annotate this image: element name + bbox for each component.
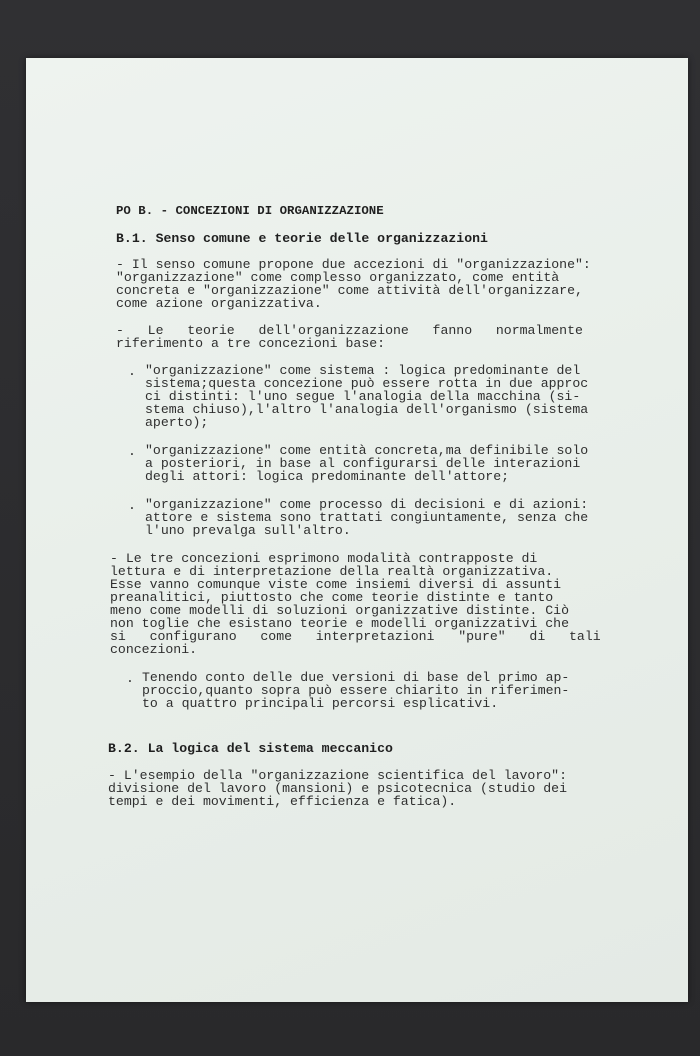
text-line: concezioni.	[110, 642, 198, 657]
text-line: "organizzazione" come complesso organizzato, come entità	[116, 270, 560, 285]
section-b1-heading: B.1. Senso comune e teorie delle organizzazioni	[116, 231, 488, 246]
text-line: sistema;questa concezione può essere rotta in due approc	[145, 376, 589, 391]
bullet-item-concrete-entity	[145, 444, 588, 483]
text-line: to a quattro principali percorsi esplicativi.	[142, 696, 499, 711]
text-line: - Le tre concezioni esprimono modalità contrapposte di	[110, 551, 538, 566]
text-line: Tenendo conto delle due versioni di base del primo ap-	[142, 670, 570, 685]
section-b1-paragraph-4	[142, 671, 569, 710]
text-line: l'uno prevalga sull'altro.	[145, 523, 351, 538]
bullet-item-process	[145, 498, 588, 537]
text-line: proccio,quanto sopra può essere chiarito in riferimen-	[142, 683, 570, 698]
text-line: - Il senso comune propone due accezioni di "organizzazione":	[116, 257, 591, 272]
bullet-item-system	[145, 364, 588, 429]
bullet-marker: .	[126, 671, 134, 686]
text-line: degli attori: logica predominante dell'attore;	[145, 469, 510, 484]
text-line: preanalitici, piuttosto che come teorie distinte e tanto	[110, 590, 554, 605]
text-line: si configurano come interpretazioni "pure" di tali	[110, 629, 601, 644]
section-b2-paragraph-1	[108, 769, 567, 808]
text-line: ci distinti: l'uno segue l'analogia della macchina (si-	[145, 389, 581, 404]
text-line: "organizzazione" come processo di decisioni e di azioni:	[145, 497, 589, 512]
text-line: attore e sistema sono trattati congiuntamente, senza che	[145, 510, 589, 525]
section-b1-paragraph-3	[110, 552, 601, 656]
text-line: stema chiuso),l'altro l'analogia dell'organismo (sistema	[145, 402, 589, 417]
text-line: aperto);	[145, 415, 209, 430]
section-b2-heading: B.2. La logica del sistema meccanico	[108, 741, 393, 756]
text-line: "organizzazione" come entità concreta,ma definibile solo	[145, 443, 589, 458]
bullet-marker: .	[128, 444, 136, 459]
text-line: a posteriori, in base al configurarsi delle interazioni	[145, 456, 581, 471]
text-line: concreta e "organizzazione" come attività dell'organizzare,	[116, 283, 583, 298]
text-line: non toglie che esistano teorie e modelli organizzativi che	[110, 616, 569, 631]
text-line: - Le teorie dell'organizzazione fanno normalmente	[116, 323, 583, 338]
section-b1-paragraph-2	[116, 324, 583, 350]
text-line: - L'esempio della "organizzazione scientifica del lavoro":	[108, 768, 567, 783]
text-line: riferimento a tre concezioni base:	[116, 336, 386, 351]
text-line: come azione organizzativa.	[116, 296, 322, 311]
text-line: Esse vanno comunque viste come insiemi diversi di assunti	[110, 577, 562, 592]
section-b1-paragraph-1	[116, 258, 591, 310]
text-line: divisione del lavoro (mansioni) e psicotecnica (studio dei	[108, 781, 567, 796]
text-line: tempi e dei movimenti, efficienza e fatica).	[108, 794, 457, 809]
text-line: lettura e di interpretazione della realtà organizzativa.	[110, 564, 554, 579]
text-line: "organizzazione" come sistema : logica predominante del	[145, 363, 581, 378]
bullet-marker: .	[128, 498, 136, 513]
text-line: meno come modelli di soluzioni organizzative distinte. Ciò	[110, 603, 569, 618]
chapter-heading: PO B. - CONCEZIONI DI ORGANIZZAZIONE	[116, 204, 384, 218]
bullet-marker: .	[128, 364, 136, 379]
